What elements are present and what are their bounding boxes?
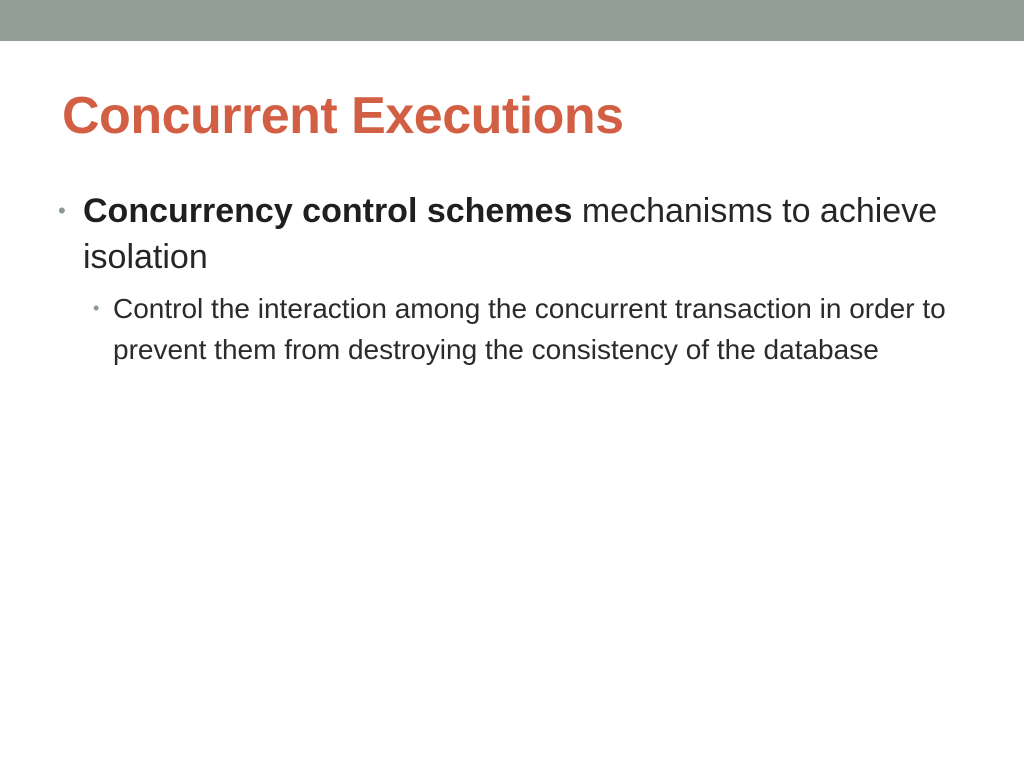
sub-bullet-marker-icon: • xyxy=(93,298,100,318)
slide-title: Concurrent Executions xyxy=(62,87,624,145)
sub-bullet-list xyxy=(83,288,978,370)
sub-bullet-text: Control the interaction among the concurrent transaction in order to prevent them from destroying the consistency of the database xyxy=(113,293,946,365)
top-bar xyxy=(0,0,1024,41)
bullet-item xyxy=(58,188,978,370)
bullet-lead-text: Concurrency control schemes xyxy=(83,192,573,230)
bullet-text: mechanisms to achieve isolation xyxy=(83,192,938,276)
bullet-marker-icon: • xyxy=(58,198,66,223)
bullet-list xyxy=(58,188,978,370)
sub-bullet-item xyxy=(83,288,978,370)
